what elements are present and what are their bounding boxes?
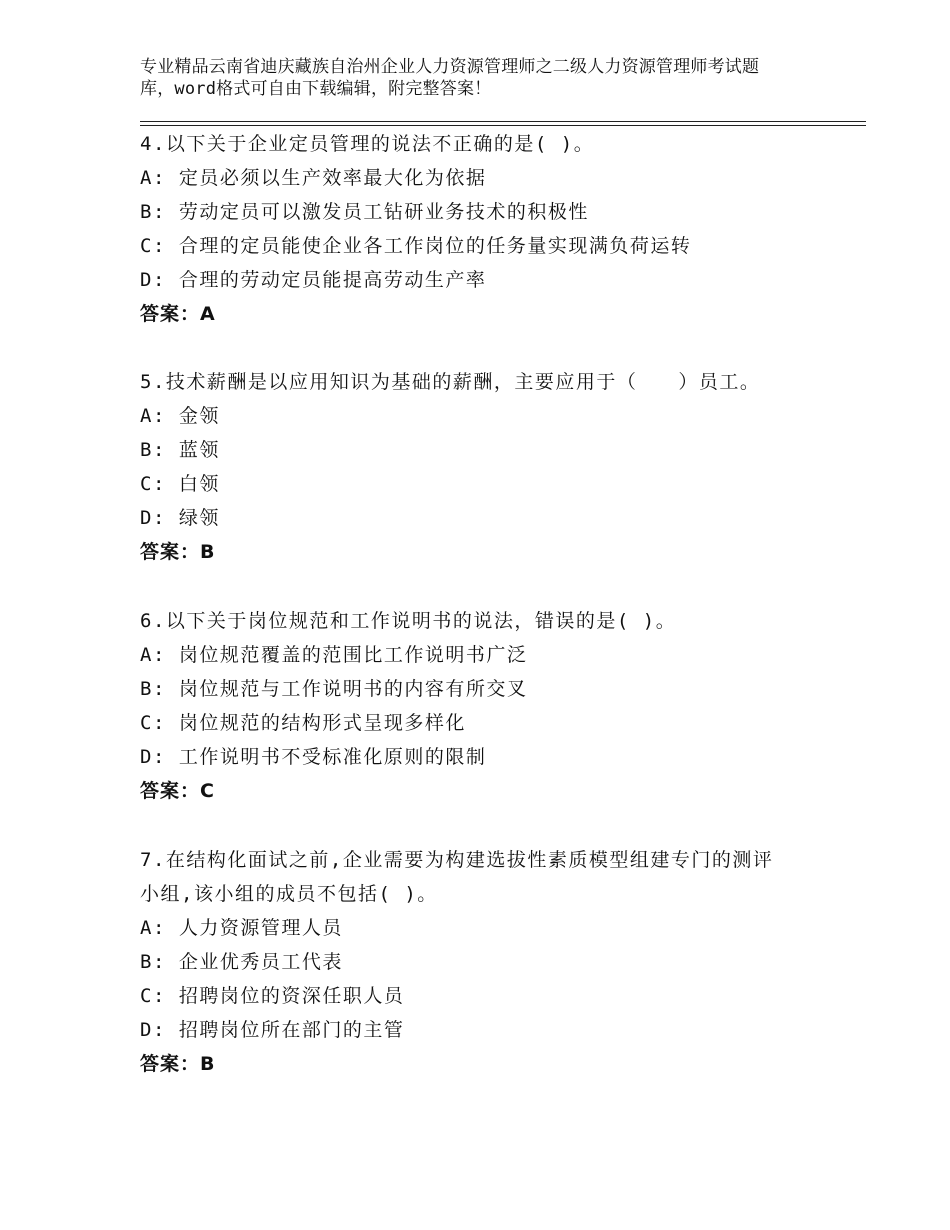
answer-label: 答案： xyxy=(140,780,201,802)
question-block xyxy=(140,604,840,808)
option-b: B: 岗位规范与工作说明书的内容有所交叉 xyxy=(140,678,528,700)
answer-line xyxy=(140,1047,840,1081)
option-c: C: 合理的定员能使企业各工作岗位的任务量实现满负荷运转 xyxy=(140,235,692,257)
option-a: A: 定员必须以生产效率最大化为依据 xyxy=(140,167,487,189)
option-d: D: 合理的劳动定员能提高劳动生产率 xyxy=(140,269,487,291)
answer-value: B xyxy=(200,541,216,563)
answer-line xyxy=(140,774,840,808)
option-a: A: 岗位规范覆盖的范围比工作说明书广泛 xyxy=(140,644,528,666)
answer-label: 答案： xyxy=(140,541,201,563)
answer-label: 答案： xyxy=(140,1053,201,1075)
option-d: D: 绿领 xyxy=(140,507,220,529)
question-stem: 7.在结构化面试之前,企业需要为构建选拔性素质模型组建专门的测评 xyxy=(140,849,774,871)
option-b: B: 蓝领 xyxy=(140,439,220,461)
option-d: D: 工作说明书不受标准化原则的限制 xyxy=(140,746,487,768)
answer-value: C xyxy=(200,780,215,802)
option-c: C: 招聘岗位的资深任职人员 xyxy=(140,985,405,1007)
question-stem: 4.以下关于企业定员管理的说法不正确的是( )。 xyxy=(140,133,595,155)
option-b: B: 企业优秀员工代表 xyxy=(140,951,343,973)
question-block xyxy=(140,843,840,1081)
option-a: A: 金领 xyxy=(140,405,220,427)
answer-line xyxy=(140,535,840,569)
question-stem: 5.技术薪酬是以应用知识为基础的薪酬，主要应用于（ ）员工。 xyxy=(140,371,761,393)
document-header xyxy=(140,56,840,100)
question-block xyxy=(140,127,840,331)
answer-label: 答案： xyxy=(140,303,201,325)
header-divider xyxy=(140,121,866,122)
option-c: C: 岗位规范的结构形式呈现多样化 xyxy=(140,712,466,734)
header-divider xyxy=(140,125,866,126)
answer-value: B xyxy=(200,1053,216,1075)
option-a: A: 人力资源管理人员 xyxy=(140,917,343,939)
header-line: 专业精品云南省迪庆藏族自治州企业人力资源管理师之二级人力资源管理师考试题 xyxy=(140,57,760,77)
option-b: B: 劳动定员可以激发员工钻研业务技术的积极性 xyxy=(140,201,589,223)
answer-value: A xyxy=(200,303,216,325)
answer-line xyxy=(140,297,840,331)
option-d: D: 招聘岗位所在部门的主管 xyxy=(140,1019,405,1041)
question-block xyxy=(140,365,840,569)
header-line: 库，word格式可自由下载编辑，附完整答案！ xyxy=(140,79,492,99)
question-stem: 6.以下关于岗位规范和工作说明书的说法，错误的是( )。 xyxy=(140,610,677,632)
option-c: C: 白领 xyxy=(140,473,220,495)
question-stem: 小组,该小组的成员不包括( )。 xyxy=(140,883,438,905)
